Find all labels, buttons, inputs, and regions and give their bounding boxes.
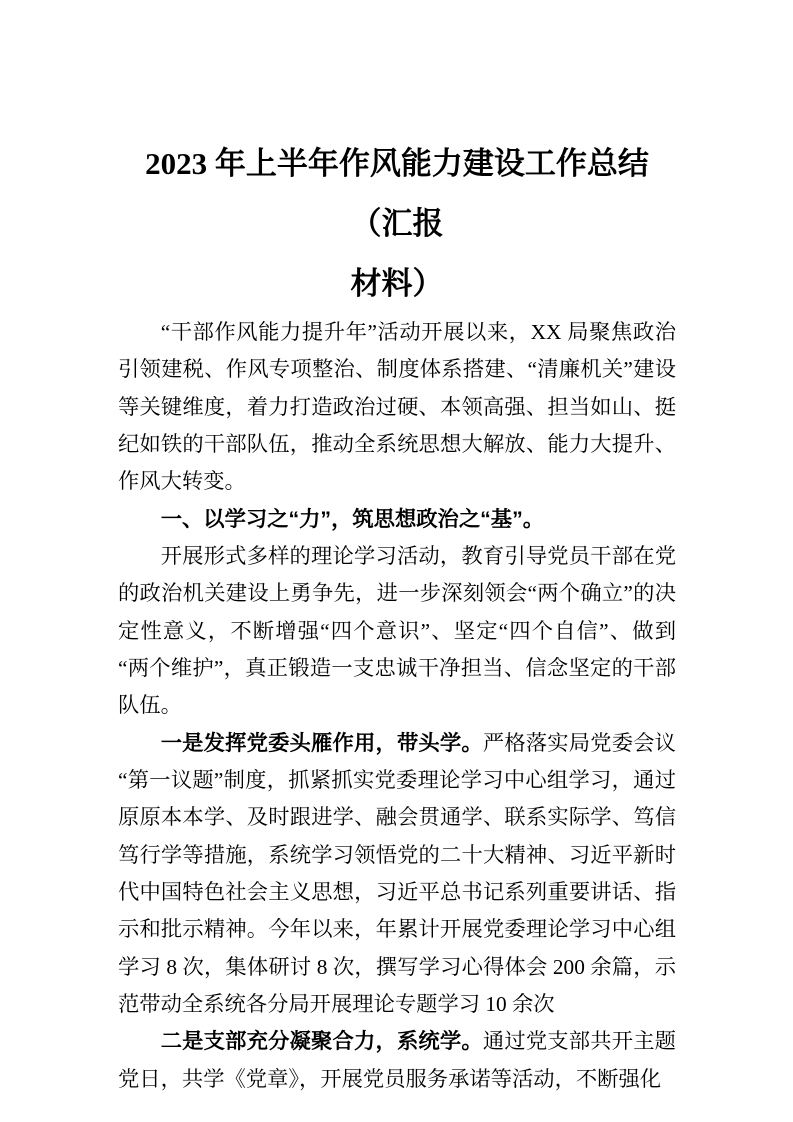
paragraph-point-1-body: 严格落实局党委会议“第一议题”制度，抓紧抓实党委理论学习中心组学习，通过原原本本学、及时跟进学、融会贯通学、联系实际学、笃信笃行学等措施，系统学习领悟党的二十大精神、习近平新时代中国特色社会主义思想，习近平总书记系列重要讲话、指示和批示精神。今年以来，年累计开展党委理论学习中心组学习 8 次，集体研讨 8 次，撰写学习心得体会 200 余篇，示范带动全系统各分局开展理论专题学习 10 余次 (118, 730, 676, 1016)
section-heading-1: 一、以学习之“力”，筑思想政治之“基”。 (160, 506, 545, 531)
document-title (118, 134, 676, 314)
paragraph-point-1-lead: 一是发挥党委头雁作用，带头学。 (160, 730, 483, 755)
paragraph-point-1 (118, 725, 676, 1024)
document-content (118, 134, 676, 1098)
paragraph-point-2-lead: 二是支部充分凝聚合力，系统学。 (160, 1029, 483, 1054)
document-title-line-1: 2023 年上半年作风能力建设工作总结（汇报 (145, 146, 649, 241)
document-title-line-2: 材料） (350, 266, 444, 301)
paragraph-theory-study: 开展形式多样的理论学习活动，教育引导党员干部在党的政治机关建设上勇争先，进一步深刻领会“两个确立”的决定性意义，不断增强“四个意识”、坚定“四个自信”、做到“两个维护”，真正锻造一支忠诚干净担当、信念坚定的干部队伍。 (118, 543, 676, 718)
paragraph-intro: “干部作风能力提升年”活动开展以来，XX 局聚焦政治引领建税、作风专项整治、制度体系搭建、“清廉机关”建设等关键维度，着力打造政治过硬、本领高强、担当如山、挺纪如铁的干部队伍，推动全系统思想大解放、能力大提升、作风大转变。 (118, 320, 676, 494)
paragraph-point-2-body: 通过党支部共开主题党日，共学《党章》，开展党员服务承诺等活动，不断强化 (118, 1029, 676, 1091)
paragraph-point-2 (118, 1023, 676, 1098)
